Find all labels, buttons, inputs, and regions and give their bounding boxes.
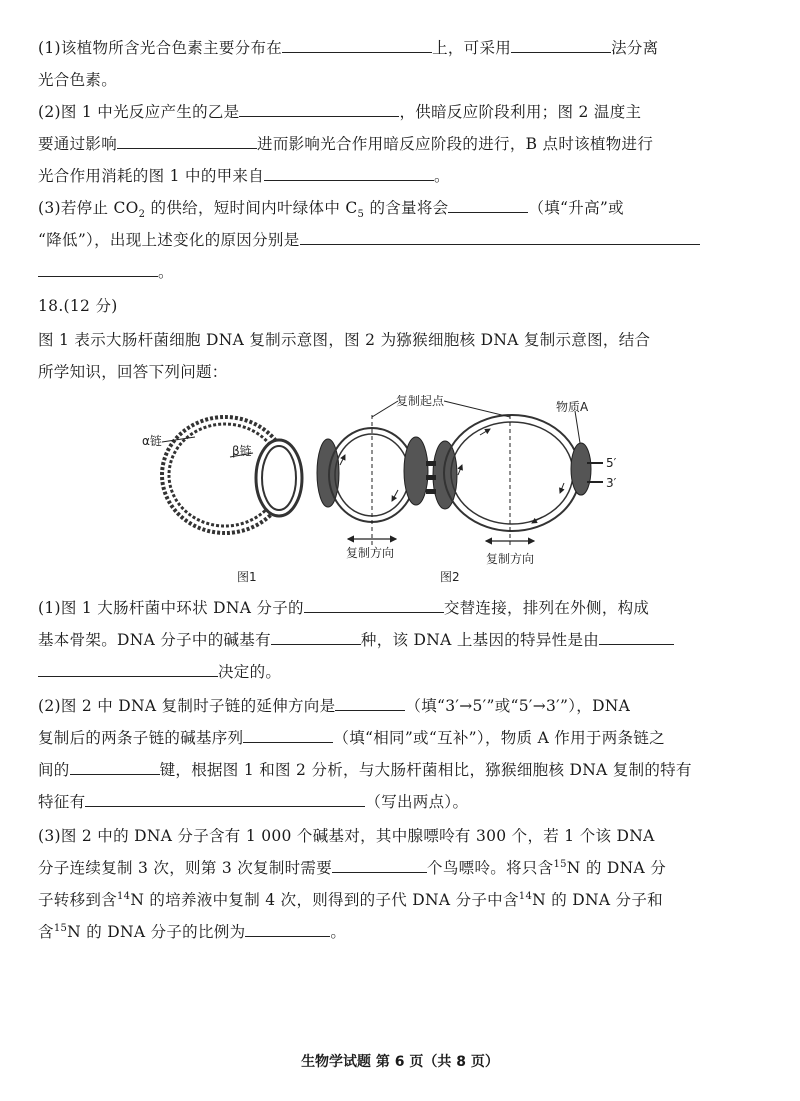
origin-pointer xyxy=(372,401,398,417)
q17-2-line3: 光合作用消耗的图 1 中的甲来自 。 xyxy=(38,167,450,185)
figure2-caption: 图2 xyxy=(440,570,460,584)
direction-label-1: 复制方向 xyxy=(346,546,395,560)
q18-3-line3: 子转移到含$^{14}$N 的培养液中复制 4 次，则得到的子代 DNA 分子中含$^{14}$N 的 DNA 分子和 xyxy=(38,890,663,909)
answer-blank[interactable] xyxy=(264,166,434,181)
substance-a-pointer xyxy=(575,411,580,443)
answer-blank[interactable] xyxy=(38,262,158,277)
answer-blank[interactable] xyxy=(245,922,330,937)
answer-blank[interactable] xyxy=(304,598,444,613)
q17-2-line1: (2)图 1 中光反应产生的乙是 ，供暗反应阶段利用；图 2 温度主 xyxy=(38,103,642,121)
q17-3-line1: (3)若停止 $CO_2$ 的供给，短时间内叶绿体中 $C_5$ 的含量将会 （填“升高”或 xyxy=(38,199,624,221)
answer-blank[interactable] xyxy=(117,134,257,149)
q18-1-line3: 决定的。 xyxy=(38,662,281,682)
answer-blank[interactable] xyxy=(511,38,611,53)
alpha-strand-label: α链 xyxy=(142,434,162,448)
answer-blank[interactable] xyxy=(332,858,427,873)
q18-intro-line1: 图 1 表示大肠杆菌细胞 DNA 复制示意图，图 2 为猕猴细胞核 DNA 复制示意图，结合 xyxy=(38,331,651,349)
figure2-replication-bubbles xyxy=(317,395,617,566)
q18-3-line4: 含$^{15}$N 的 DNA 分子的比例为 。 xyxy=(38,922,347,941)
answer-blank[interactable] xyxy=(271,630,361,645)
q18-2-line2: 复制后的两条子链的碱基序列 （填“相同”或“互补”），物质 A 作用于两条链之 xyxy=(38,729,665,747)
q18-3-line2: 分子连续复制 3 次，则第 3 次复制时需要 个鸟嘌呤。将只含$^{15}$N 的 DNA 分 xyxy=(38,858,667,877)
q18-2-line1: (2)图 2 中 DNA 复制时子链的延伸方向是 （填“3′→5′”或“5′→3′”），DNA xyxy=(38,697,631,715)
three-prime-label: 3′ xyxy=(606,476,617,490)
beta-strand-label: β链 xyxy=(232,444,252,458)
substance-a-shape xyxy=(571,443,591,495)
substance-a-label: 物质A xyxy=(556,400,589,414)
protein-complex xyxy=(404,437,428,505)
q17-1-line2: 光合色素。 xyxy=(38,71,118,89)
q18-1-line1: (1)图 1 大肠杆菌中环状 DNA 分子的 交替连接，排列在外侧，构成 xyxy=(38,599,650,617)
q17-3-line3: 。 xyxy=(38,262,174,282)
five-prime-label: 5′ xyxy=(606,456,617,470)
q17-3-line2: “降低”），出现上述变化的原因分别是 xyxy=(38,230,700,250)
figure1-circular-dna xyxy=(142,417,302,533)
q18-2-line3: 间的 键，根据图 1 和图 2 分析，与大肠杆菌相比，猕猴细胞核 DNA 复制的特有 xyxy=(38,761,692,779)
replication-origin-label: 复制起点 xyxy=(396,395,445,408)
answer-blank[interactable] xyxy=(300,230,700,245)
q17-2-line2: 要通过影响 进而影响光合作用暗反应阶段的进行，B 点时该植物进行 xyxy=(38,135,654,153)
page-footer: 生物学试题 第 6 页（共 8 页） xyxy=(301,1054,499,1070)
q18-3-line1: (3)图 2 中的 DNA 分子含有 1 000 个碱基对，其中腺嘌呤有 300 个，若 1 个该 DNA xyxy=(38,827,655,845)
answer-blank[interactable] xyxy=(243,728,333,743)
origin-pointer xyxy=(444,401,510,417)
q18-header: 18.(12 分) xyxy=(38,297,118,315)
answer-blank[interactable] xyxy=(335,696,405,711)
figure1-caption: 图1 xyxy=(237,570,257,584)
answer-blank[interactable] xyxy=(239,102,399,117)
answer-blank[interactable] xyxy=(282,38,432,53)
answer-blank[interactable] xyxy=(599,630,674,645)
direction-label-2: 复制方向 xyxy=(486,552,535,566)
dna-replication-figure xyxy=(140,395,650,590)
q17-1-line1: (1)该植物所含光合色素主要分布在 上，可采用 法分离 xyxy=(38,39,659,57)
answer-blank[interactable] xyxy=(85,792,365,807)
q18-2-line4: 特征有 （写出两点）。 xyxy=(38,793,469,811)
answer-blank[interactable] xyxy=(70,760,160,775)
answer-blank[interactable] xyxy=(448,198,528,213)
q18-1-line2: 基本骨架。DNA 分子中的碱基有 种，该 DNA 上基因的特异性是由 xyxy=(38,630,674,650)
q18-intro-line2: 所学知识，回答下列问题： xyxy=(38,363,228,381)
answer-blank[interactable] xyxy=(38,662,218,677)
